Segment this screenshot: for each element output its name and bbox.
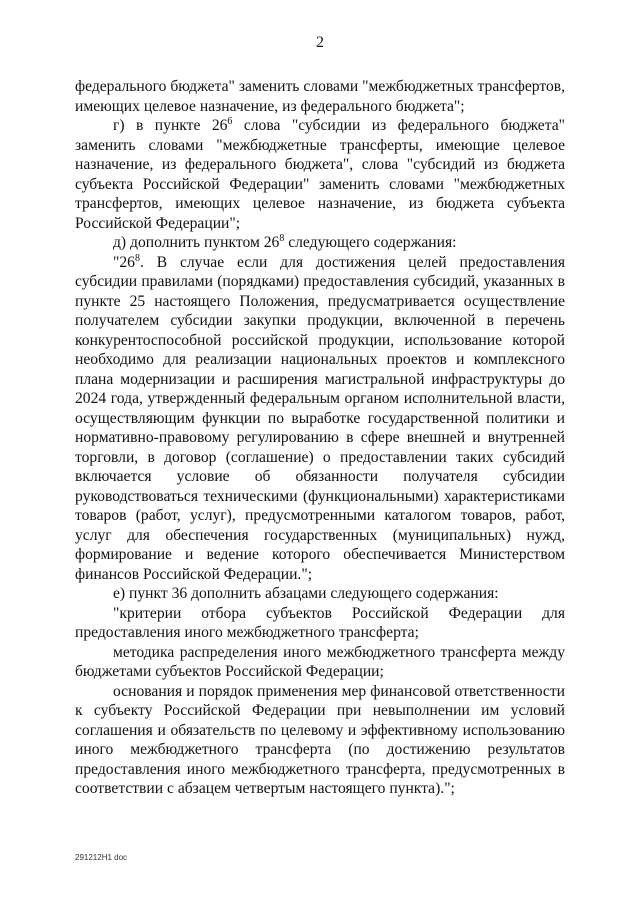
paragraph-26-8-text-a: "26 (113, 253, 135, 271)
paragraph-26-8-text-b: . В случае если для достижения целей предоставления субсидии правилами (порядками) предоставления субсидий, указанных в пункте 25 настоящего Положения, предусматривается осуществление получателем субсидии закупки продукции, включенной в перечень конкурентоспособной российской продукции, использование которой необходимо для реализации национальных проектов и комплексного плана модернизации и расширения магистральной инфраструктуры до 2024 года, утвержденный федеральным органом исполнительной власти, осуществляющим функции по выработке государственной политики и нормативно-правовому регулированию в сфере внешней и внутренней торговли, в договор (соглашение) о предоставлении таких субсидий включается условие об обязанности получателя субсидии руководствоваться техническими (функциональными) характеристиками товаров (работ, услуг), предусмотренными каталогом товаров, работ, услуг для обеспечения государственных (муниципальных) нужд, формирование и ведение которого обеспечивается Министерством финансов Российской Федерации."; (75, 253, 565, 583)
superscript: 6 (227, 116, 233, 127)
paragraph-1 (75, 77, 565, 116)
paragraph-criteria-text: "критерии отбора субъектов Российской Федерации для предоставления иного межбюджетного трансферта; (75, 604, 565, 641)
paragraph-d-text-a: д) дополнить пунктом 26 (113, 234, 280, 251)
paragraph-g-text-a: г) в пункте 26 (113, 117, 228, 134)
paragraph-g-text-b: слова "субсидии из федерального бюджета" заменить словами "межбюджетные трансферты, имеющие целевое назначение, из федерального бюджета", слова "субсидий из бюджета субъекта Российской Федерации" заменить словами "межбюджетных трансфертов, имеющих целевое назначение, из бюджета субъекта Российской Федерации"; (75, 117, 565, 232)
paragraph-e-text: е) пункт 36 дополнить абзацами следующего содержания: (113, 585, 499, 602)
superscript: 8 (134, 252, 140, 264)
footer-code: 291212H1 doc (75, 853, 128, 862)
superscript: 8 (279, 233, 285, 244)
paragraph-1-text: федерального бюджета" заменить словами "межбюджетных трансфертов, имеющих целевое назначение, из федерального бюджета"; (75, 78, 565, 115)
paragraph-d-text-b: следующего содержания: (284, 234, 457, 251)
page-number: 2 (316, 34, 324, 51)
paragraph-26-8 (75, 253, 565, 585)
paragraph-e (75, 584, 565, 604)
paragraph-grounds (75, 682, 565, 799)
paragraph-d (75, 233, 565, 253)
paragraph-criteria (75, 604, 565, 643)
paragraph-grounds-text: основания и порядок применения мер финансовой ответственности к субъекту Российской Федерации при невыполнении им условий соглашения и обязательств по целевому и эффективному использованию иного межбюджетного трансферта (по достижению результатов предоставления иного межбюджетного трансферта, предусмотренных в соответствии с абзацем четвертым настоящего пункта)."; (75, 682, 565, 797)
document-body (75, 77, 565, 799)
paragraph-g (75, 116, 565, 233)
paragraph-methodology-text: методика распределения иного межбюджетного трансферта между бюджетами субъектов Российской Федерации; (75, 643, 565, 680)
paragraph-methodology (75, 643, 565, 682)
